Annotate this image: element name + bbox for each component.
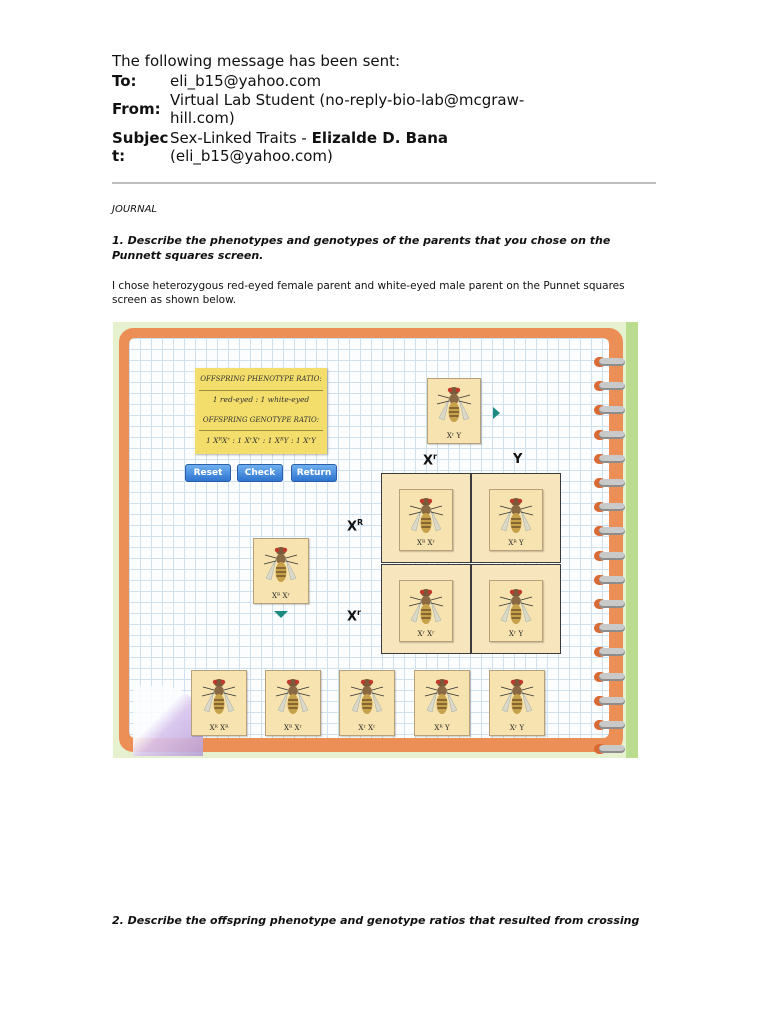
offspring-card[interactable]: Xᴿ Xʳ	[399, 489, 453, 551]
spiral-ring	[599, 648, 625, 656]
spiral-ring	[599, 431, 625, 439]
spiral-ring	[599, 624, 625, 632]
tray-card[interactable]: Xᴿ Xᴿ	[191, 670, 247, 736]
from-value: Virtual Lab Student (no-reply-bio-lab@mcgraw-hill.com)	[170, 91, 525, 127]
fruit-fly-icon	[408, 586, 444, 628]
fruit-fly-icon	[201, 676, 237, 718]
subject-value: Sex-Linked Traits - Elizalde D. Bana (eli_b15@yahoo.com)	[170, 129, 448, 165]
sent-notice: The following message has been sent:	[112, 52, 401, 70]
male-parent-card[interactable]	[427, 378, 481, 444]
row-label-xR: $X^R$	[347, 518, 364, 535]
subject-label: Subjec t:	[112, 129, 169, 165]
spiral-ring	[599, 479, 625, 487]
fruit-fly-icon	[436, 384, 472, 426]
email-fields	[112, 72, 540, 165]
offspring-card[interactable]: Xʳ Y	[489, 580, 543, 642]
spiral-ring	[599, 673, 625, 681]
ratio-card	[195, 368, 327, 454]
offspring-card[interactable]: Xᴿ Y	[489, 489, 543, 551]
spiral-ring	[599, 358, 625, 366]
genotype-ratio-value: 1 XᴿXʳ : 1 XʳXʳ : 1 XᴿY : 1 XʳY	[206, 436, 316, 445]
journal-heading: JOURNAL	[112, 204, 157, 215]
ratio-line	[199, 430, 323, 431]
punnett-cell[interactable]	[381, 564, 471, 654]
reset-button[interactable]: Reset	[185, 464, 231, 482]
answer-1: I chose heterozygous red-eyed female parent and white-eyed male parent on the Punnet squares screen as shown below.	[112, 280, 625, 306]
graph-paper-page	[129, 338, 609, 738]
question-1: 1. Describe the phenotypes and genotypes of the parents that you chose on the Punnett squares screen.	[112, 234, 611, 262]
spiral-ring	[599, 503, 625, 511]
fruit-fly-icon	[275, 676, 311, 718]
fruit-fly-icon	[499, 676, 535, 718]
male-arrow-icon[interactable]	[493, 407, 500, 419]
column-label-y: Y	[513, 452, 523, 467]
to-value: eli_b15@yahoo.com	[170, 72, 322, 90]
question-2: 2. Describe the offspring phenotype and genotype ratios that resulted from crossing	[112, 914, 640, 927]
divider	[112, 182, 656, 184]
spiral-ring	[599, 576, 625, 584]
tray-card[interactable]: Xᴿ Xʳ	[265, 670, 321, 736]
tray-card[interactable]: Xʳ Y	[489, 670, 545, 736]
punnett-lab-image	[113, 322, 638, 758]
fruit-fly-icon	[349, 676, 385, 718]
ratio-line	[199, 390, 323, 391]
row-label-xr: $X^r$	[347, 608, 361, 625]
tray-card[interactable]: Xʳ Xʳ	[339, 670, 395, 736]
spiral-ring	[599, 721, 625, 729]
punnett-cell[interactable]	[471, 564, 561, 654]
return-button[interactable]: Return	[291, 464, 337, 482]
spiral-ring	[599, 455, 625, 463]
subject-name: Elizalde D. Bana	[311, 129, 448, 147]
tray-card[interactable]: Xᴿ Y	[414, 670, 470, 736]
fruit-fly-icon	[498, 586, 534, 628]
fruit-fly-icon	[498, 495, 534, 537]
spiral-ring	[599, 600, 625, 608]
to-label: To:	[112, 72, 137, 90]
check-button[interactable]: Check	[237, 464, 283, 482]
punnett-cell[interactable]	[381, 473, 471, 563]
genotype-ratio-title: OFFSPRING GENOTYPE RATIO:	[202, 416, 320, 424]
spiral-ring	[599, 382, 625, 390]
offspring-card[interactable]: Xʳ Xʳ	[399, 580, 453, 642]
spiral-ring	[599, 406, 625, 414]
punnett-cell[interactable]	[471, 473, 561, 563]
fruit-fly-icon	[408, 495, 444, 537]
female-arrow-icon[interactable]	[274, 611, 288, 618]
female-parent-card[interactable]	[253, 538, 309, 604]
notebook-cover	[119, 328, 623, 752]
fruit-fly-icon	[263, 544, 299, 586]
spiral-ring	[599, 745, 625, 753]
column-label-xr: $X^r$	[423, 452, 437, 469]
fruit-fly-icon	[424, 676, 460, 718]
phenotype-ratio-value: 1 red-eyed : 1 white-eyed	[212, 395, 310, 404]
spiral-ring	[599, 552, 625, 560]
from-label: From:	[112, 100, 161, 118]
spiral-ring	[599, 697, 625, 705]
spiral-ring	[599, 527, 625, 535]
green-border	[626, 322, 638, 758]
email-header	[112, 52, 540, 165]
phenotype-ratio-title: OFFSPRING PHENOTYPE RATIO:	[200, 375, 322, 383]
female-parent-genotype: Xᴿ Xʳ	[272, 592, 290, 600]
male-parent-genotype: Xʳ Y	[446, 432, 462, 440]
